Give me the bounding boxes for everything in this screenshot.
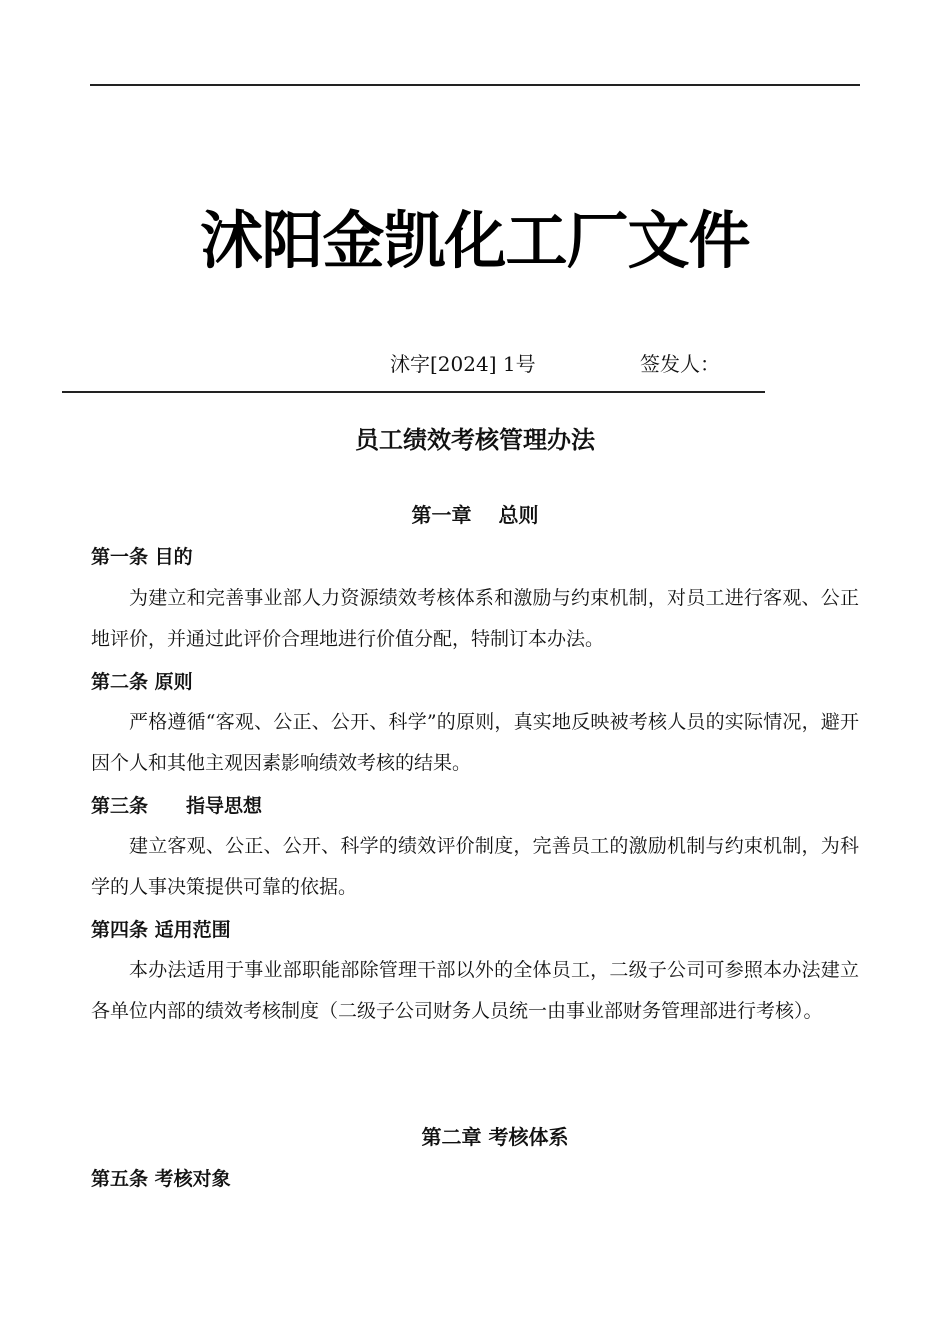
article-heading: 第二条 原则 bbox=[91, 671, 193, 693]
signer-label: 签发人： bbox=[640, 352, 720, 376]
article-text: 建立客观、公正、公开、科学的绩效评价制度，完善员工的激励机制与约束机制，为科学的人事决策提供可靠的依据。 bbox=[91, 835, 859, 898]
chapter-heading: 第一章 总则 bbox=[411, 503, 539, 527]
header-divider-rule bbox=[62, 391, 765, 393]
document-number: 沭字[2024] 1号 bbox=[390, 352, 536, 376]
article-text: 为建立和完善事业部人力资源绩效考核体系和激励与约束机制，对员工进行客观、公正地评价，并通过此评价合理地进行价值分配，特制订本办法。 bbox=[91, 587, 859, 650]
header-top-rule bbox=[90, 84, 860, 86]
issuer-header: 沭阳金凯化工厂文件 bbox=[200, 204, 750, 277]
article-heading: 第四条 适用范围 bbox=[91, 919, 231, 941]
article-heading: 第一条 目的 bbox=[91, 546, 193, 568]
article-text: 本办法适用于事业部职能部除管理干部以外的全体员工，二级子公司可参照本办法建立各单位内部的绩效考核制度（二级子公司财务人员统一由事业部财务管理部进行考核）。 bbox=[91, 959, 859, 1022]
article-heading: 第五条 考核对象 bbox=[91, 1168, 231, 1190]
article-heading: 第三条 指导思想 bbox=[91, 795, 263, 817]
article-text: 严格遵循“客观、公正、公开、科学”的原则，真实地反映被考核人员的实际情况，避开因个人和其他主观因素影响绩效考核的结果。 bbox=[91, 711, 859, 774]
chapter-heading: 第二章 考核体系 bbox=[421, 1125, 569, 1149]
document-title: 员工绩效考核管理办法 bbox=[355, 426, 595, 454]
